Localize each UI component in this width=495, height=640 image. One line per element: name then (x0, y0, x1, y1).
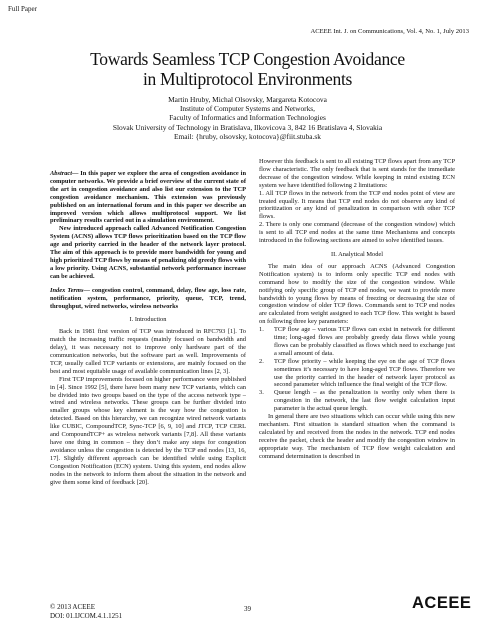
index-terms (50, 287, 246, 311)
footer-left (50, 603, 122, 621)
list-item: 2. TCP flow priority – while keeping the eye on the age of TCP flows sometimes it’s necessary to have long-aged TCP flows. Therefore we use the priority carried in the header of network layer protocol as second parameter which influence the final weight of the TCP flow. (259, 357, 455, 389)
intro-paragraph-1: Back in 1981 first version of TCP was introduced in RFC793 [1]. To match the increasing traffic requests (mainly focused on bandwidth and delay), it was necessary not to improve only hardware part of the communication networks, but the software part as well. Improvements of TCP, usually called TCP variants or extensions, are mainly focused on the best and most equitable usage of available communication lines [2, 3]. (50, 328, 246, 375)
intro-paragraph-2: First TCP improvements focused on higher performance were published in [4]. Since 1992 [5], there have been many new TCP variants, which can be divided into two groups based on the type of the access network type – wired and wireless networks. These groups can be further divided into smaller groups whose key element is the way how the congestion is detected. Based on this hierarchy, we can recognize wired network variants like CUBIC, CompoundTCP, Sync-TCP [6, 9, 10] and JTCP, TCP CERL and CompoundTCP+ as wireless network variants [7,8]. All these variants have one thing in common – they don’t make any steps for congestion avoidance unless the congestion is detected by the TCP end nodes [13, 16, 17]. Slightly different approach can be identified while using Explicit Congestion Notification (ECN) system. Using this system, end nodes allow nodes in the network to inform them about the situation in the network and give them some kind of feedback [20]. (50, 375, 246, 486)
parameter-list (259, 326, 455, 413)
abstract-text: — In this paper we explore the area of congestion avoidance in computer networks. We provide a brief overview of the current state of the art in congestion avoidance and also list our extension to the TCP congestion avoidance mechanism. This extension was previously published on an international forum and in this paper we describe an improved version which allows multiprotocol support. We list preliminary results carried out in a simulation environment. (50, 170, 246, 225)
paper-title (0, 49, 495, 89)
affiliation-line: Faculty of Informatics and Information Technologies (169, 113, 326, 123)
index-terms-text: — congestion control, command, delay, flow age, loss rate, notification system, performance, priority, queue, TCP, trend, throughput, wired networks, wireless networks (50, 286, 246, 310)
full-paper-label: Full Paper (8, 5, 37, 13)
index-terms-label: Index Terms (50, 286, 84, 294)
section-heading-intro: I. Introduction (129, 316, 167, 324)
journal-header: ACEEE Int. J. on Communications, Vol. 4, No. 1, July 2013 (310, 28, 469, 35)
doi: DOI: 01.IJCOM.4.1.1251 (50, 612, 123, 620)
affiliation-line: Institute of Computer Systems and Networks, (179, 104, 316, 114)
left-column (50, 170, 246, 486)
right-column (259, 158, 455, 461)
aceee-logo: ACEEE (412, 594, 472, 612)
abstract-text-2: New introduced approach called Advanced Notification Congestion System (ACNS) allows TCP flows prioritization based on the TCP flow age and priority carried in the header of the network layer protocol. The aim of this approach is to provide more bandwidth for young and high prioritized TCP flows by means of penalizing old greedy flows with a low priority. Using ACNS, substantial network performance increase can be achieved. (50, 225, 246, 280)
section-heading-model: II. Analytical Model (331, 250, 383, 258)
copyright: © 2013 ACEEE (50, 603, 95, 611)
author-names: Martin Hruby, Michal Olsovsky, Margareta Kotocova (168, 95, 327, 104)
author-email: Email: {hruby, olsovsky, kotocova}@fiit.stuba.sk (174, 131, 321, 141)
abstract (50, 170, 246, 225)
list-item: 3. Queue length – as the penalization is worthy only when there is congestion in the network, the last flow weight calculation input parameter is the actual queue length. (259, 389, 455, 413)
author-block (0, 95, 495, 141)
body-paragraph: In general there are two situations which can occur while using this new mechanism. First situation is standard situation when the command is calculated by and received from the nodes in the network. TCP end nodes receive the packet, check the header and modify the congestion window in appropriate way. The mechanism of TCP flow weight calculation and command determination is described in (259, 413, 455, 460)
model-paragraph: The main idea of our approach ACNS (Advanced Congestion Notification system) is to inform only specific TCP end nodes with command how to modify the size of the congestion window. While notifying only specific group of TCP end nodes, we want to provide more bandwidth to young flows by means of freezing or decreasing the size of congestion window of older TCP flows. Commands sent to TCP end nodes are calculated from weight assigned to each TCP flow. This weight is based on following three key parameters: (259, 262, 455, 326)
list-item: 1. TCP flow age – various TCP flows can exist in network for different time; long-aged flows are probably greedy data flows while young flows can be probably classified as flows which need to exchange just a small amount of data. (259, 326, 455, 357)
page-number: 39 (244, 605, 251, 613)
paper-title-line1: Towards Seamless TCP Congestion Avoidance (90, 49, 405, 69)
body-paragraph: However this feedback is sent to all existing TCP flows apart from any TCP flow characteristic. The only feedback that is sent stands for the immediate decrease of the congestion window. While keeping in mind existing ECN system we have identified following 2 limitations: (259, 158, 455, 189)
paper-title-line2: in Multiprotocol Environments (142, 69, 353, 89)
limitation-2: 2. There is only one command (decrease of the congestion window) which is sent to all TCP end nodes at the same time Mechanisms and concepts introduced in the following sections are aimed to solve identified issues. (259, 221, 455, 245)
abstract-label: Abstract (50, 170, 73, 177)
affiliation-line: Slovak University of Technology in Bratislava, Ilkovicova 3, 842 16 Bratislava 4, Slovakia (112, 122, 383, 132)
limitation-1: 1. All TCP flows in the network from the TCP end nodes point of view are treated equally. It means that TCP end nodes do not observe any kind of prioritization or any kind of penalization in comparison with other TCP flows. (259, 189, 455, 221)
